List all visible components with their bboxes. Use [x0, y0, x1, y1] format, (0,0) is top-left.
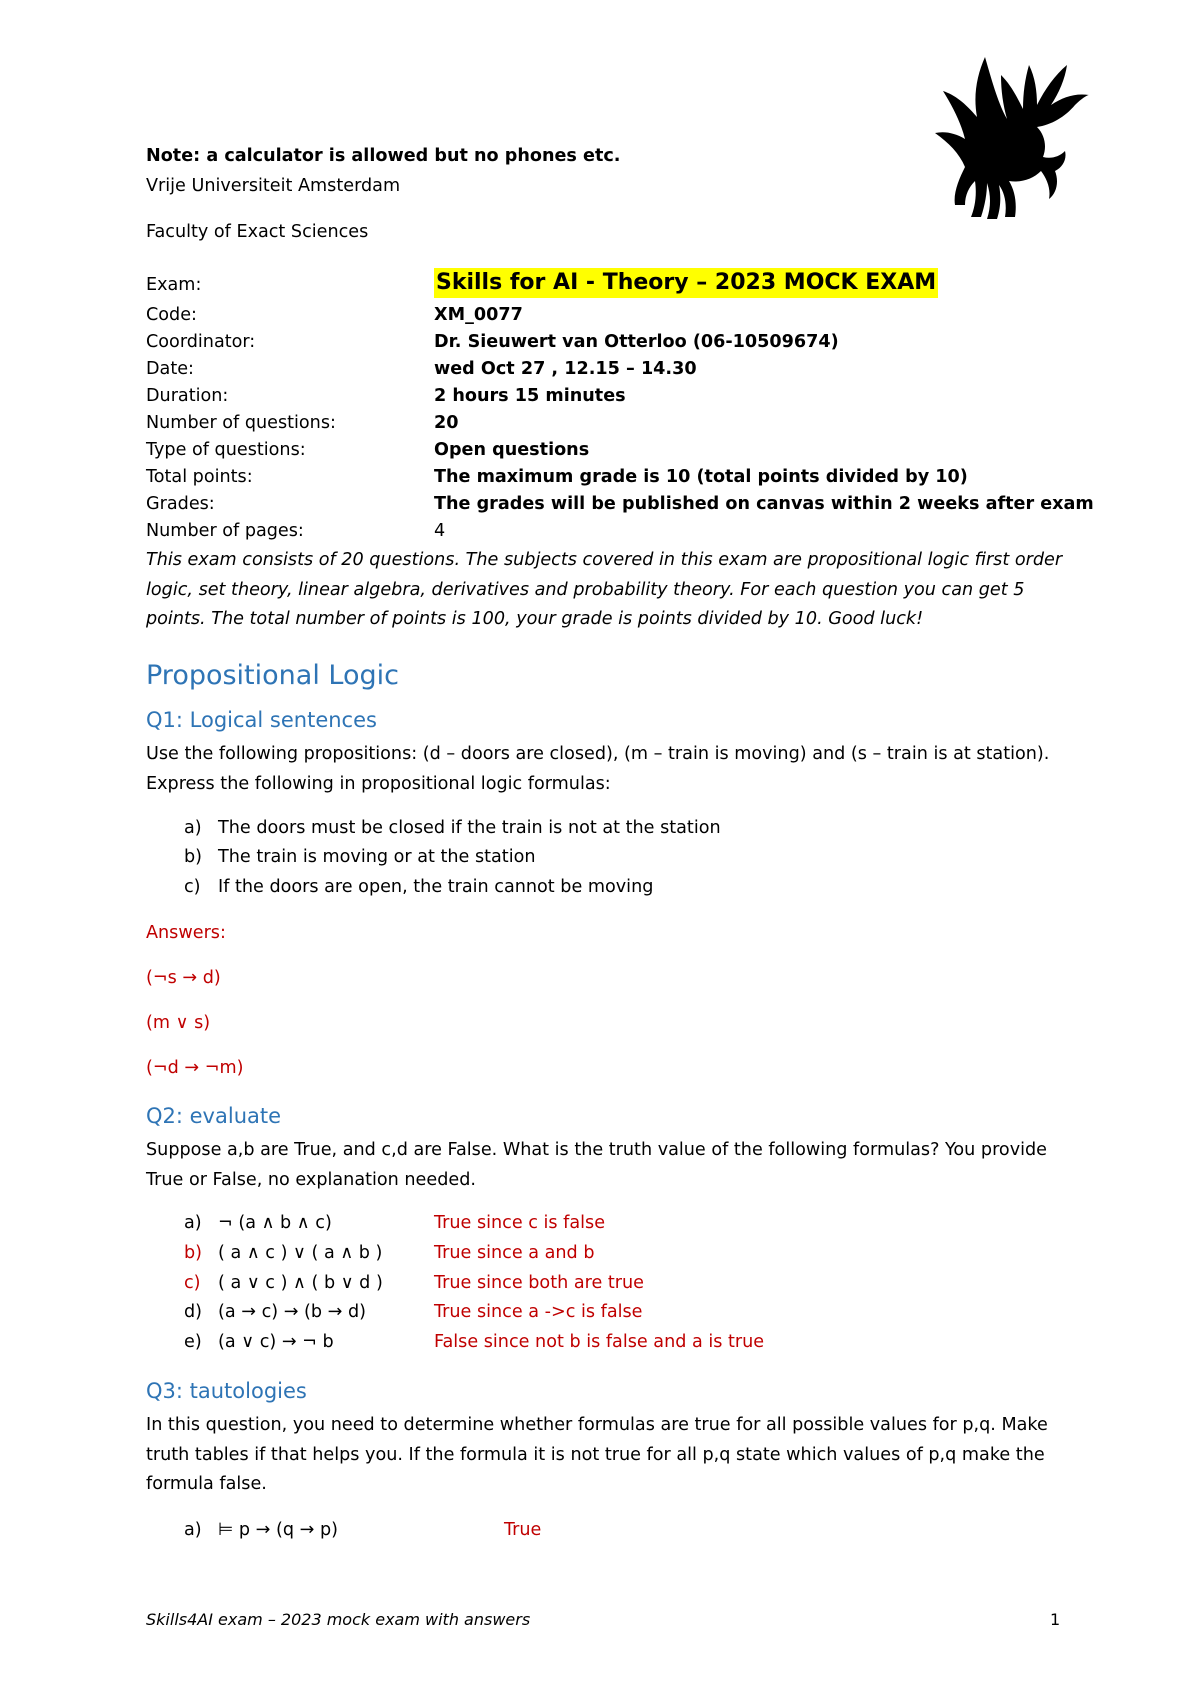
university-name: Vrije Universiteit Amsterdam: [146, 176, 401, 196]
q2-item-answer: True since both are true: [434, 1273, 644, 1293]
q2-item-formula: ( a ∨ c ) ∧ ( b ∨ d ): [218, 1273, 383, 1293]
meta-label-question-type: Type of questions:: [146, 440, 306, 460]
meta-label-total-points: Total points:: [146, 467, 253, 487]
q3-text: In this question, you need to determine whether formulas are true for all possible values for p,q. Make truth tables if that helps you. If the formula it is not true for all p,q state which values of p,q make the formula false.: [146, 1415, 1048, 1494]
q1-item-letter: a): [184, 818, 202, 838]
q2-item-letter: d): [184, 1302, 203, 1322]
q2-item-letter: b): [184, 1243, 203, 1263]
meta-value-grades: The grades will be published on canvas within 2 weeks after exam: [434, 494, 1094, 514]
q2-item-formula: ¬ (a ∧ b ∧ c): [218, 1213, 332, 1233]
meta-value-question-type: Open questions: [434, 440, 590, 460]
exam-title: Skills for AI - Theory – 2023 MOCK EXAM: [434, 268, 938, 298]
q2-item-formula: (a → c) → (b → d): [218, 1302, 367, 1322]
q2-item-formula: ( a ∧ c ) ∨ ( a ∧ b ): [218, 1243, 383, 1263]
q1-title: Q1: Logical sentences: [146, 708, 377, 732]
q1-item-text: The train is moving or at the station: [218, 847, 536, 867]
meta-label-grades: Grades:: [146, 494, 215, 514]
page-footer: Skills4AI exam – 2023 mock exam with answers: [146, 1610, 531, 1629]
q1-item-letter: b): [184, 847, 203, 867]
meta-label-code: Code:: [146, 305, 197, 325]
meta-value-code: XM_0077: [434, 305, 523, 325]
q2-item-answer: True since a ->c is false: [434, 1302, 643, 1322]
calculator-note: Note: a calculator is allowed but no phones etc.: [146, 146, 621, 166]
q1-answers-label: Answers:: [146, 923, 226, 943]
q2-item-letter: e): [184, 1332, 202, 1352]
q1-answer: (¬s → d): [146, 968, 221, 988]
exam-intro: This exam consists of 20 questions. The subjects covered in this exam are propositional logic first order logic, set theory, linear algebra, derivatives and probability theory. For each question you can get 5 points. The total number of points is 100, your grade is points divided by 10. Good luck!: [146, 550, 1063, 629]
q2-item-answer: True since a and b: [434, 1243, 595, 1263]
faculty-name: Faculty of Exact Sciences: [146, 222, 369, 242]
meta-label-coordinator: Coordinator:: [146, 332, 256, 352]
q2-item-formula: (a ∨ c) → ¬ b: [218, 1332, 334, 1352]
q2-item-letter: a): [184, 1213, 202, 1233]
meta-label-num-questions: Number of questions:: [146, 413, 336, 433]
meta-label-pages: Number of pages:: [146, 521, 304, 541]
meta-label-date: Date:: [146, 359, 194, 379]
q1-answer: (¬d → ¬m): [146, 1058, 244, 1078]
q1-text: Use the following propositions: (d – doors are closed), (m – train is moving) and (s – train is at station). Express the following in propositional logic formulas:: [146, 744, 1050, 794]
q1-answer: (m ∨ s): [146, 1013, 211, 1033]
meta-value-pages: 4: [434, 521, 446, 541]
meta-value-coordinator: Dr. Sieuwert van Otterloo (06-10509674): [434, 332, 839, 352]
q1-item-text: If the doors are open, the train cannot be moving: [218, 877, 654, 897]
page-number: 1: [1050, 1610, 1061, 1629]
q2-item-letter: c): [184, 1273, 201, 1293]
q1-item-letter: c): [184, 877, 201, 897]
meta-value-total-points: The maximum grade is 10 (total points divided by 10): [434, 467, 968, 487]
meta-value-date: wed Oct 27 , 12.15 – 14.30: [434, 359, 697, 379]
q2-item-answer: True since c is false: [434, 1213, 606, 1233]
q2-title: Q2: evaluate: [146, 1104, 282, 1128]
vu-griffin-logo-icon: [925, 55, 1090, 235]
q3-title: Q3: tautologies: [146, 1379, 307, 1403]
exam-label: Exam:: [146, 275, 202, 295]
meta-value-num-questions: 20: [434, 413, 459, 433]
q3-item-answer: True: [504, 1520, 542, 1540]
q2-text: Suppose a,b are True, and c,d are False. What is the truth value of the following formulas? You provide True or False, no explanation needed.: [146, 1140, 1047, 1190]
section-title: Propositional Logic: [146, 660, 399, 691]
q2-item-answer: False since not b is false and a is true: [434, 1332, 765, 1352]
meta-value-duration: 2 hours 15 minutes: [434, 386, 626, 406]
meta-label-duration: Duration:: [146, 386, 229, 406]
q1-item-text: The doors must be closed if the train is not at the station: [218, 818, 721, 838]
q3-item-formula: ⊨ p → (q → p): [218, 1520, 339, 1540]
q3-item-letter: a): [184, 1520, 202, 1540]
